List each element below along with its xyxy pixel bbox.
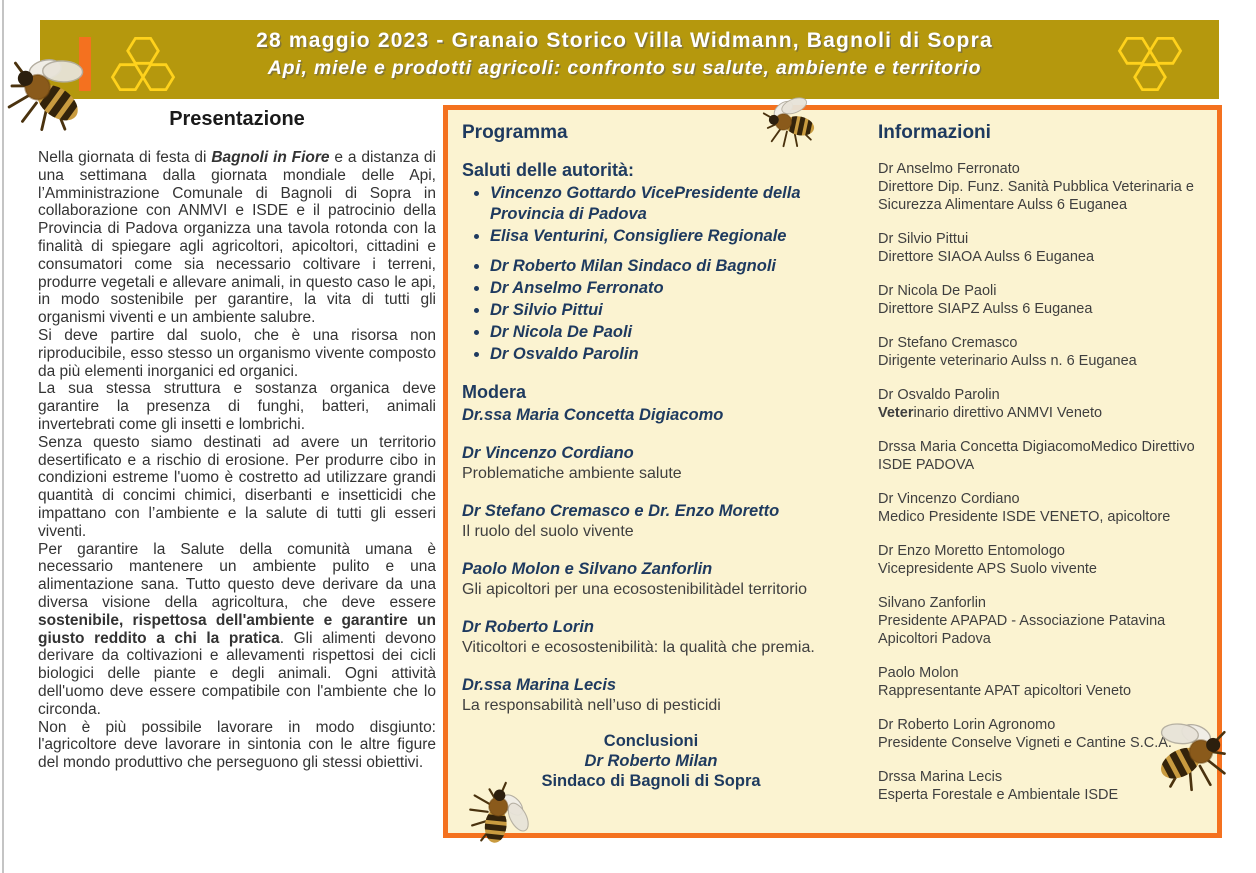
saluti-title: Saluti delle autorità:: [462, 160, 635, 180]
info-entry: [878, 664, 1220, 700]
banner-subtitle: Api, miele e prodotti agricoli: confronto su salute, ambiente e territorio: [267, 57, 982, 79]
info-entry-name: Dr Enzo Moretto Entomologo: [878, 543, 1065, 559]
presentation-paragraph: Si deve partire dal suolo, che è una risorsa non riproducibile, esso stesso un organismo vivente composto da più elementi inorganici ed organici.: [38, 326, 436, 380]
info-entry-role: Direttore SIAOA Aulss 6 Euganea: [878, 249, 1095, 265]
info-entry-name: Dr Silvio Pittui: [878, 231, 969, 247]
info-entry-role: Direttore Dip. Funz. Sanità Pubblica Veterinaria e Sicurezza Alimentare Aulss 6 Euganea: [878, 179, 1194, 213]
info-entry-role: Esperta Forestale e Ambientale ISDE: [878, 787, 1119, 803]
saluti-bullet: • Dr Osvaldo Parolin: [490, 344, 840, 365]
info-entry-role: Veterinario direttivo ANMVI Veneto: [878, 405, 1103, 421]
modera-label: Modera: [462, 382, 527, 402]
info-entry-role: Medico Presidente ISDE VENETO, apicoltore: [878, 509, 1171, 525]
session-topic: Problematiche ambiente salute: [462, 465, 682, 482]
program-box: [443, 105, 1222, 838]
saluti-list-group2: [462, 256, 840, 365]
bee-image: [749, 88, 833, 158]
info-entries: [878, 160, 1220, 804]
bee-image: [1139, 705, 1243, 807]
info-entry-name: Dr Osvaldo Parolin: [878, 387, 1000, 403]
info-entry-role: Vicepresidente APS Suolo vivente: [878, 561, 1097, 577]
session-topic: Gli apicoltori per una ecosostenibilitàdel territorio: [462, 581, 808, 598]
info-entry-role: Presidente APAPAD - Associazione Patavina Apicoltori Padova: [878, 613, 1166, 647]
info-entry-name: Dr Nicola De Paoli: [878, 283, 997, 299]
presentation-paragraph: Senza questo siamo destinati ad avere un territorio desertificato e a rischio di erosione. Per produrre cibo in condizioni estreme l'uomo è costretto ad utilizzare grandi quantità di concimi chimici, diserbanti e insetticidi che impattano con l’ambiente e la salute di tutti gli esseri viventi.: [38, 433, 436, 540]
presentation-body: [38, 149, 436, 772]
honeycomb-icon: [1107, 35, 1193, 93]
program-session: [462, 443, 840, 484]
saluti-list-group1: [462, 183, 840, 247]
info-entry-role: Dirigente veterinario Aulss n. 6 Euganea: [878, 353, 1137, 369]
info-entry-role: Direttore SIAPZ Aulss 6 Euganea: [878, 301, 1093, 317]
saluti-bullet: • Elisa Venturini, Consigliere Regionale: [490, 226, 840, 247]
info-entry: [878, 160, 1220, 214]
info-entry-name: Dr Stefano Cremasco: [878, 335, 1018, 351]
info-entry: [878, 334, 1220, 370]
info-entry-name: Dr Roberto Lorin Agronomo: [878, 717, 1056, 733]
presentation-paragraph: Non è più possibile lavorare in modo disgiunto: l'agricoltore deve lavorare in sintonia con le altre figure del mondo produttivo che perseguono gli stessi obiettivi.: [38, 718, 436, 772]
info-title: Informazioni: [878, 122, 991, 143]
info-entry-role: Presidente Conselve Vigneti e Cantine S.C.A.: [878, 735, 1172, 751]
session-speaker: Dr Stefano Cremasco e Dr. Enzo Moretto: [462, 502, 780, 520]
conclusions-speaker: Dr Roberto Milan: [584, 752, 718, 770]
program-section: [462, 116, 840, 791]
program-session: [462, 501, 840, 542]
presentation-section: [38, 108, 436, 772]
session-speaker: Dr.ssa Marina Lecis: [462, 676, 617, 694]
program-session: [462, 617, 840, 658]
saluti-bullet: • Dr Roberto Milan Sindaco di Bagnoli: [490, 256, 840, 277]
info-entry-name: Dr Vincenzo Cordiano: [878, 491, 1020, 507]
presentation-paragraph: Nella giornata di festa di Bagnoli in Fiore e a distanza di una settimana dalla giornata mondiale delle Api, l’Amministrazione Comunale di Bagnoli di Sopra in collaborazione con ANMVI e ISDE e il patrocinio della Provincia di Padova organizza una tavola rotonda con la finalità di spiegare agli agricoltori, apicoltori, cittadini e consumatori come sia necessario coltivare i terreni, produrre vegetali e allevare animali, in questo caso le api, in modo sostenibile per garantire, la vita di tutti gli organismi viventi e un ambiente salubre.: [38, 149, 436, 327]
header-banner: [40, 20, 1219, 99]
presentation-paragraph: La sua stessa struttura e sostanza organica deve garantire la presenza di funghi, batteri, animali invertebrati come gli insetti e lombrichi.: [38, 380, 436, 433]
banner-text-block: [190, 29, 1059, 80]
session-topic: Viticoltori e ecosostenibilità: la qualità che premia.: [462, 639, 815, 656]
session-speaker: Paolo Molon e Silvano Zanforlin: [462, 560, 713, 578]
session-speaker: Dr Vincenzo Cordiano: [462, 444, 634, 462]
info-entry: [878, 386, 1220, 422]
info-entry-role: Rappresentante APAT apicoltori Veneto: [878, 683, 1132, 699]
program-session: [462, 675, 840, 716]
info-entry-name: Paolo Molon: [878, 665, 959, 681]
info-entry: [878, 542, 1220, 578]
program-title: Programma: [462, 122, 568, 143]
page-edge-line: [2, 0, 4, 873]
info-entry-name: Silvano Zanforlin: [878, 595, 986, 611]
conclusions-label: Conclusioni: [603, 732, 699, 750]
saluti-bullet: • Vincenzo Gottardo VicePresidente della Provincia di Padova: [490, 183, 840, 225]
info-entry: Drssa Maria Concetta DigiacomoMedico Direttivo ISDE PADOVA: [878, 439, 1195, 473]
info-entry: [878, 230, 1220, 266]
saluti-bullet: • Dr Nicola De Paoli: [490, 322, 840, 343]
session-speaker: Dr Roberto Lorin: [462, 618, 594, 636]
session-topic: La responsabilità nell’uso di pesticidi: [462, 697, 721, 714]
presentation-title: Presentazione: [169, 108, 305, 130]
session-topic: Il ruolo del suolo vivente: [462, 523, 634, 540]
info-entry: [878, 490, 1220, 526]
presentation-paragraph: Per garantire la Salute della comunità umana è necessario mantenere un ambiente pulito e una alimentazione sana. Tutto questo deve derivare da una diversa visione della agricoltura, che deve essere sostenibile, rispettosa dell'ambiente e garantire un giusto reddito a chi la pratica. Gli alimenti devono derivare da coltivazioni e allevamenti rispettosi dei cicli biologici delle piante e degli animali. Ogni attività dell'uomo deve essere compatibile con l'ambiente che lo circonda.: [38, 540, 436, 718]
info-entry: [878, 282, 1220, 318]
honeycomb-icon: [100, 35, 186, 93]
info-entry-name: Dr Anselmo Ferronato: [878, 161, 1020, 177]
info-entry: [878, 594, 1220, 648]
saluti-bullet: • Dr Silvio Pittui: [490, 300, 840, 321]
conclusions-role: Sindaco di Bagnoli di Sopra: [541, 772, 761, 790]
program-session: [462, 559, 840, 600]
moderator-name: Dr.ssa Maria Concetta Digiacomo: [462, 406, 724, 424]
saluti-bullet: • Dr Anselmo Ferronato: [490, 278, 840, 299]
banner-title: 28 maggio 2023 - Granaio Storico Villa Widmann, Bagnoli di Sopra: [256, 29, 993, 52]
program-sessions: [462, 443, 840, 716]
info-entry-name: Drssa Marina Lecis: [878, 769, 1003, 785]
